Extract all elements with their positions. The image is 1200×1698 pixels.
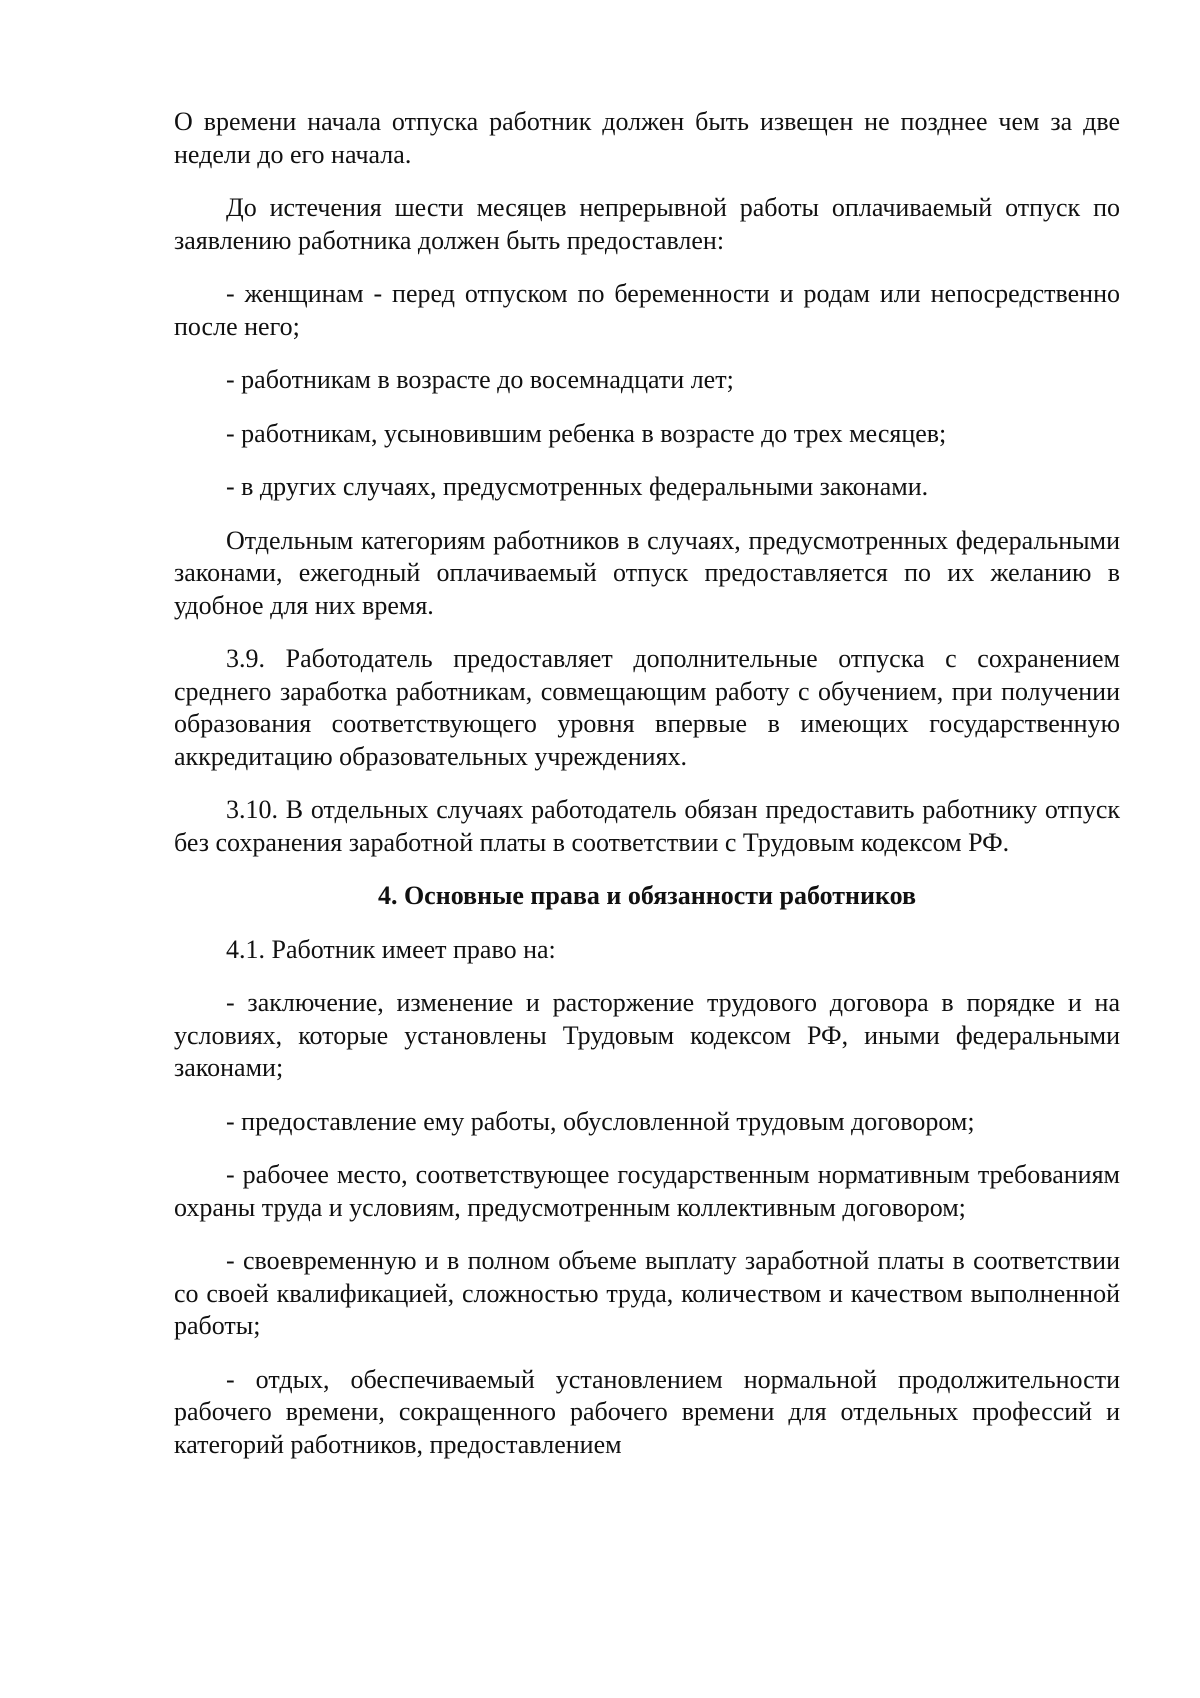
document-page bbox=[174, 106, 1120, 1482]
list-item: - работникам, усыновившим ребенка в возрасте до трех месяцев; bbox=[226, 418, 947, 448]
paragraph: О времени начала отпуска работник должен быть извещен не позднее чем за две недели до его начала. bbox=[174, 107, 1120, 169]
list-item: - предоставление ему работы, обусловленной трудовым договором; bbox=[226, 1106, 975, 1136]
paragraph: До истечения шести месяцев непрерывной работы оплачиваемый отпуск по заявлению работника должен быть предоставлен: bbox=[174, 193, 1120, 255]
clause-3-10: 3.10. В отдельных случаях работодатель обязан предоставить работнику отпуск без сохранения заработной платы в соответствии с Трудовым кодексом РФ. bbox=[174, 795, 1120, 857]
paragraph: Отдельным категориям работников в случаях, предусмотренных федеральными законами, ежегодный оплачиваемый отпуск предоставляется по их желанию в удобное для них время. bbox=[174, 525, 1120, 620]
list-item: - отдых, обеспечиваемый установлением нормальной продолжительности рабочего времени, сокращенного рабочего времени для отдельных профессий и категорий работников, предоставлением bbox=[174, 1364, 1120, 1459]
section-heading: 4. Основные права и обязанности работников bbox=[377, 881, 917, 910]
clause-4-1: 4.1. Работник имеет право на: bbox=[226, 934, 556, 964]
list-item: - рабочее место, соответствующее государственным нормативным требованиям охраны труда и условиям, предусмотренным коллективным договором; bbox=[174, 1160, 1120, 1222]
list-item: - заключение, изменение и расторжение трудового договора в порядке и на условиях, которые установлены Трудовым кодексом РФ, иными федеральными законами; bbox=[174, 988, 1120, 1082]
clause-3-9: 3.9. Работодатель предоставляет дополнительные отпуска с сохранением среднего заработка работникам, совмещающим работу с обучением, при получении образования соответствующего уровня впервые в имеющих государственную аккредитацию образовательных учреждениях. bbox=[174, 644, 1120, 771]
list-item: - в других случаях, предусмотренных федеральными законами. bbox=[226, 472, 929, 501]
list-item: - своевременную и в полном объеме выплату заработной платы в соответствии со своей квалификацией, сложностью труда, количеством и качеством выполненной работы; bbox=[174, 1246, 1120, 1340]
list-item: - работникам в возрасте до восемнадцати лет; bbox=[226, 365, 734, 394]
list-item: - женщинам - перед отпуском по беременности и родам или непосредственно после него; bbox=[174, 279, 1120, 341]
